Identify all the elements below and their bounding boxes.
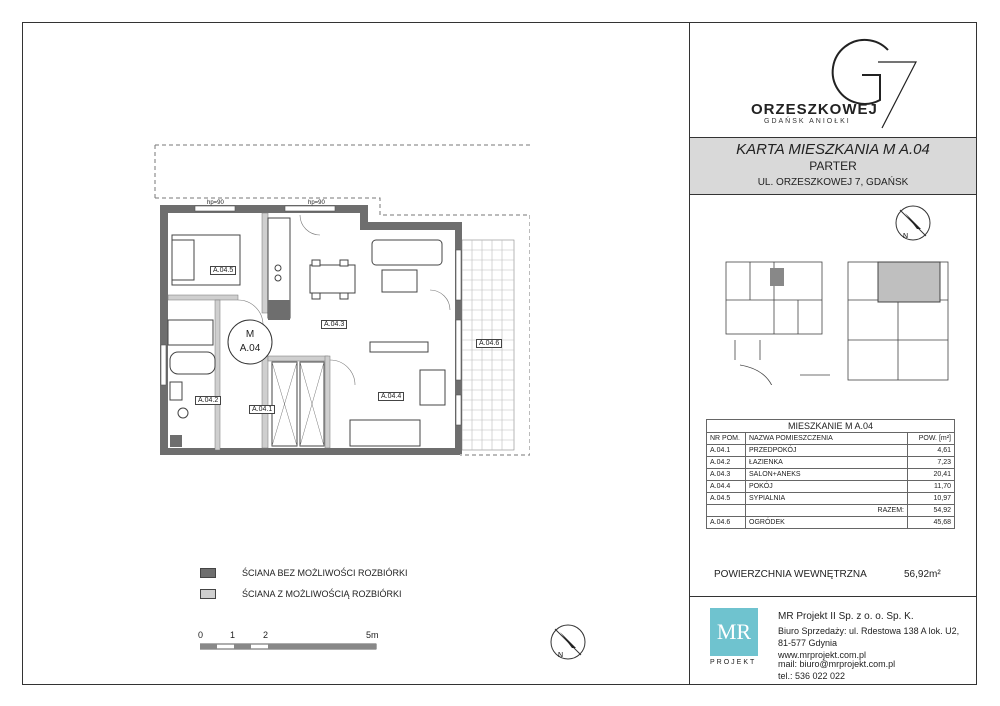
company-logo-mark: MR xyxy=(710,608,758,656)
internal-area-value: 56,92m² xyxy=(904,569,941,580)
legend-swatch-removable xyxy=(200,589,216,599)
company-name: MR Projekt II Sp. z o. o. Sp. K. xyxy=(778,611,914,622)
room-tag-a041: A.04.1 xyxy=(249,405,275,414)
brand-subtitle: GDAŃSK ANIOŁKI xyxy=(764,118,851,125)
scale-tick-0: 0 xyxy=(198,630,204,640)
footer-divider xyxy=(690,596,976,597)
legend-item-removable: ŚCIANA Z MOŻLIWOŚCIĄ ROZBIÓRKI xyxy=(242,589,402,599)
table-row xyxy=(707,457,955,469)
row-nr: A.04.3 xyxy=(707,469,746,481)
row-name: ŁAZIENKA xyxy=(746,457,908,469)
sum-value: 54,92 xyxy=(908,505,955,517)
company-office-line1: Biuro Sprzedaży: ul. Rdestowa 138 A lok. U2, xyxy=(778,626,960,636)
company-office-line2: 81-577 Gdynia xyxy=(778,638,838,648)
row-area: 45,68 xyxy=(908,517,955,529)
row-nr: A.04.4 xyxy=(707,481,746,493)
card-level: PARTER xyxy=(809,159,857,173)
company-logo xyxy=(710,608,760,668)
scale-ruler xyxy=(200,643,380,651)
room-tag-a042: A.04.2 xyxy=(195,396,221,405)
table-title: MIESZKANIE M A.04 xyxy=(707,420,955,433)
room-tag-a046: A.04.6 xyxy=(476,339,502,348)
sum-label: RAZEM: xyxy=(746,505,908,517)
company-logo-sub: PROJEKT xyxy=(710,659,757,666)
row-name: OGRÓDEK xyxy=(746,517,908,529)
row-nr: A.04.6 xyxy=(707,517,746,529)
row-area: 20,41 xyxy=(908,469,955,481)
row-area: 7,23 xyxy=(908,457,955,469)
card-title: KARTA MIESZKANIA M A.04 xyxy=(736,141,930,158)
room-tag-a045: A.04.5 xyxy=(210,266,236,275)
row-name: SALON+ANEKS xyxy=(746,469,908,481)
room-tag-a044: A.04.4 xyxy=(378,392,404,401)
internal-area-label: POWIERZCHNIA WEWNĘTRZNA xyxy=(714,569,867,580)
unit-label-number: A.04 xyxy=(239,343,261,354)
rooms-table xyxy=(706,419,955,529)
row-nr: A.04.2 xyxy=(707,457,746,469)
table-row xyxy=(707,493,955,505)
row-nr: A.04.1 xyxy=(707,445,746,457)
legend-swatch-fixed xyxy=(200,568,216,578)
col-header-nr: NR POM. xyxy=(707,433,746,445)
row-name: SYPIALNIA xyxy=(746,493,908,505)
legend-item-fixed: ŚCIANA BEZ MOŻLIWOŚCI ROZBIÓRKI xyxy=(242,568,408,578)
row-area: 10,97 xyxy=(908,493,955,505)
table-sum-row xyxy=(707,505,955,517)
col-header-area: POW. [m²] xyxy=(908,433,955,445)
window-note-1: hp=90 xyxy=(207,200,224,206)
company-mail-link[interactable]: mail: biuro@mrprojekt.com.pl xyxy=(778,659,896,669)
unit-label-m: M xyxy=(245,329,255,340)
compass-icon xyxy=(548,622,588,662)
row-area: 11,70 xyxy=(908,481,955,493)
company-web-link[interactable]: www.mrprojekt.com.pl xyxy=(778,650,867,660)
company-phone: tel.: 536 022 022 xyxy=(778,671,846,681)
brand-name: ORZESZKOWEJ xyxy=(751,101,878,118)
key-plans xyxy=(718,255,958,385)
row-name: POKÓJ xyxy=(746,481,908,493)
svg-text:N: N xyxy=(903,233,909,240)
scale-tick-2: 2 xyxy=(263,630,269,640)
row-nr: A.04.5 xyxy=(707,493,746,505)
table-row xyxy=(707,517,955,529)
table-row xyxy=(707,469,955,481)
floor-plan xyxy=(150,140,530,460)
row-name: PRZEDPOKÓJ xyxy=(746,445,908,457)
col-header-name: NAZWA POMIESZCZENIA xyxy=(746,433,908,445)
scale-tick-5: 5m xyxy=(366,630,379,640)
svg-text:N: N xyxy=(558,652,564,659)
room-tag-a043: A.04.3 xyxy=(321,320,347,329)
window-note-2: hp=90 xyxy=(308,200,325,206)
table-row xyxy=(707,445,955,457)
sheet-divider xyxy=(689,22,690,685)
card-title-box xyxy=(690,137,976,195)
scale-tick-1: 1 xyxy=(230,630,236,640)
card-address: UL. ORZESZKOWEJ 7, GDAŃSK xyxy=(757,177,909,188)
compass-icon xyxy=(893,203,933,243)
row-area: 4,61 xyxy=(908,445,955,457)
table-row xyxy=(707,481,955,493)
